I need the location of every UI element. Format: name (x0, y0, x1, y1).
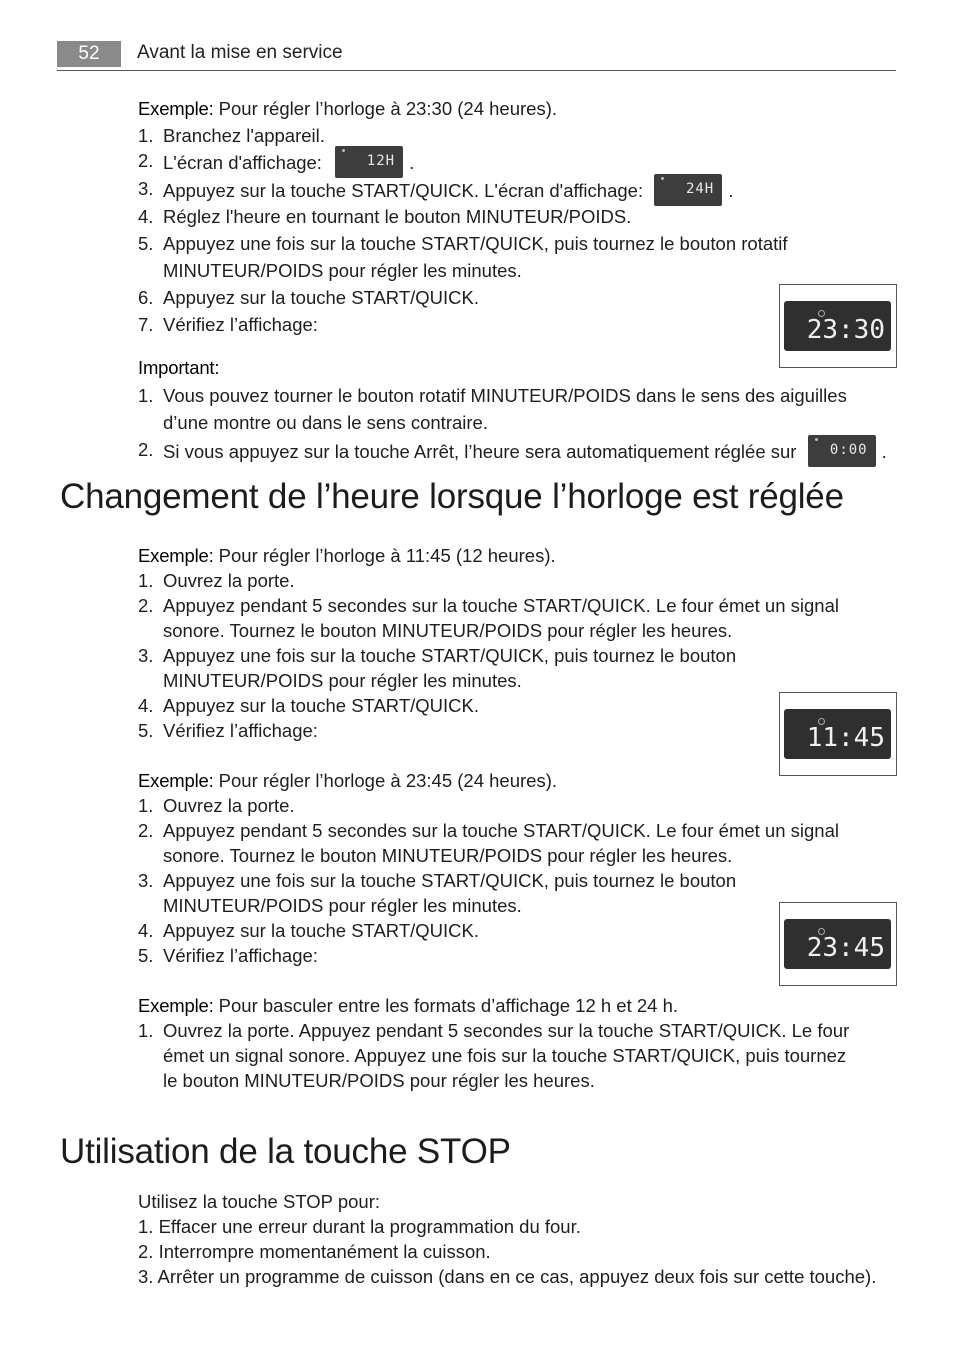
display-2345: 23:45 (779, 902, 897, 986)
list-item-cont: MINUTEUR/POIDS pour régler les minutes. (163, 670, 522, 691)
page-header (57, 40, 896, 71)
important-label: Important: (138, 357, 220, 378)
list-item: 3. Appuyez une fois sur la touche START/QUICK, puis tournez le bouton (138, 645, 737, 666)
list-item: 5. Appuyez une fois sur la touche START/QUICK, puis tournez le bouton rotatif (138, 233, 788, 254)
display-000: 0:00 (808, 435, 876, 467)
list-item: 1. Ouvrez la porte. (138, 795, 295, 816)
list-item-cont: MINUTEUR/POIDS pour régler les minutes. (163, 260, 522, 281)
list-item: 6. Appuyez sur la touche START/QUICK. (138, 287, 479, 308)
section-title-change-time: Changement de l’heure lorsque l’horloge est réglée (60, 477, 844, 516)
list-item: 1. Vous pouvez tourner le bouton rotatif MINUTEUR/POIDS dans le sens des aiguilles (138, 385, 847, 406)
example-text: Pour régler l’horloge à 23:30 (24 heures). (218, 98, 558, 119)
list-item: 7. Vérifiez l’affichage: (138, 314, 318, 335)
stop-button-usage (138, 1189, 876, 1289)
list-item: 5. Vérifiez l’affichage: (138, 945, 318, 966)
display-24h: 24H (654, 174, 722, 206)
list-item-cont: d’une montre ou dans le sens contraire. (163, 412, 488, 433)
list-item: 2. Appuyez pendant 5 secondes sur la touche START/QUICK. Le four émet un signal (138, 820, 839, 841)
list-item: 4. Appuyez sur la touche START/QUICK. (138, 920, 479, 941)
example-label: Exemple: (138, 98, 214, 119)
list-item-cont: sonore. Tournez le bouton MINUTEUR/POIDS pour régler les heures. (163, 845, 733, 866)
header-title: Avant la mise en service (137, 42, 343, 63)
list-item: 2. L'écran d'affichage: 12H . (138, 148, 788, 176)
display-2330: 23:30 (779, 284, 897, 368)
list-item-cont: émet un signal sonore. Appuyez une fois sur la touche START/QUICK, puis tournez (163, 1045, 847, 1066)
list-item: 1. Effacer une erreur durant la programmation du four. (138, 1216, 581, 1237)
page-number: 52 (57, 41, 121, 67)
clock-setting-example (138, 96, 788, 337)
example-12h: Exemple: Pour régler l’horloge à 11:45 (12 heures). 1. Ouvrez la porte. 2. Appuyez pendant 5 secondes sur la touche START/QUICK. Le four émet un signal sonore. Tournez le bouton MINUTEUR/POIDS pour régler les heures. 3. Appuyez une fois sur la touche START/QUICK, puis tournez le bouton MINUTEUR/POIDS pour régler les minutes. 4. Appuyez sur la touche START/QUICK. 5. Vérifiez l’affichage: (138, 545, 839, 741)
display-1145: 11:45 (779, 692, 897, 776)
list-item: 1. Ouvrez la porte. Appuyez pendant 5 secondes sur la touche START/QUICK. Le four (138, 1020, 850, 1041)
stop-intro: Utilisez la touche STOP pour: (138, 1191, 380, 1212)
list-item: 3. Arrêter un programme de cuisson (dans en ce cas, appuyez deux fois sur cette touche). (138, 1266, 877, 1287)
list-item: 4. Réglez l'heure en tournant le bouton MINUTEUR/POIDS. (138, 206, 632, 227)
section-title-stop-button: Utilisation de la touche STOP (60, 1132, 511, 1171)
important-note (138, 355, 887, 465)
list-item: 4. Appuyez sur la touche START/QUICK. (138, 695, 479, 716)
list-item: 2. Si vous appuyez sur la touche Arrêt, l’heure sera automatiquement réglée sur 0:00 . (138, 437, 887, 465)
list-item: 3. Appuyez une fois sur la touche START/QUICK, puis tournez le bouton (138, 870, 737, 891)
display-12h: 12H (335, 146, 403, 178)
list-item: 2. Appuyez pendant 5 secondes sur la touche START/QUICK. Le four émet un signal (138, 595, 839, 616)
list-item: 2. Interrompre momentanément la cuisson. (138, 1241, 491, 1262)
list-item: 5. Vérifiez l’affichage: (138, 720, 318, 741)
example-24h: Exemple: Pour régler l’horloge à 23:45 (24 heures). 1. Ouvrez la porte. 2. Appuyez pendant 5 secondes sur la touche START/QUICK. Le four émet un signal sonore. Tournez le bouton MINUTEUR/POIDS pour régler les heures. 3. Appuyez une fois sur la touche START/QUICK, puis tournez le bouton MINUTEUR/POIDS pour régler les minutes. 4. Appuyez sur la touche START/QUICK. 5. Vérifiez l’affichage: (138, 770, 839, 966)
list-item-cont: le bouton MINUTEUR/POIDS pour régler les heures. (163, 1070, 595, 1091)
list-item: 1. Ouvrez la porte. (138, 570, 295, 591)
list-item: 1. Branchez l'appareil. (138, 125, 325, 146)
list-item-cont: MINUTEUR/POIDS pour régler les minutes. (163, 895, 522, 916)
list-item-cont: sonore. Tournez le bouton MINUTEUR/POIDS pour régler les heures. (163, 620, 733, 641)
list-item: 3. Appuyez sur la touche START/QUICK. L'écran d'affichage: 24H . (138, 176, 788, 204)
example-format-switch: Exemple: Pour basculer entre les formats d’affichage 12 h et 24 h. 1. Ouvrez la porte. Appuyez pendant 5 secondes sur la touche START/QUICK. Le four émet un signal sonore. Appuyez une fois sur la touche START/QUICK, puis tournez le bouton MINUTEUR/POIDS pour régler les heures. (138, 995, 850, 1091)
